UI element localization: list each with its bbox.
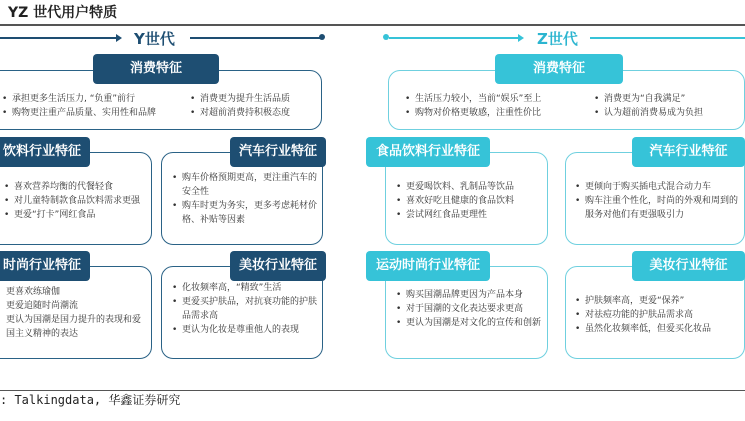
y-auto-list: [172, 171, 318, 227]
z-beauty-header: 美妆行业特征: [632, 251, 745, 281]
list-item: • 对超前消费持积极态度: [190, 106, 320, 120]
list-item: • 对祛痘功能的护肤品需求高: [575, 308, 742, 322]
y-gen-arrow-icon: [116, 34, 122, 42]
y-food-list: [4, 180, 149, 222]
z-sports-header: 运动时尚行业特征: [366, 251, 490, 281]
z-beauty-list: [575, 294, 742, 336]
z-gen-arrow-icon: [518, 34, 524, 42]
list-item: • 更爱“打卡”网红食品: [4, 208, 149, 222]
list-item: • 生活压力较小，当前“娱乐”至上: [405, 92, 585, 106]
list-item: • 更认为化妆是尊重他人的表现: [172, 323, 318, 337]
list-item: • 护肤频率高，更爱“保养”: [575, 294, 742, 308]
z-consumer-header: 消费特征: [495, 54, 623, 84]
y-gen-dot-icon: [319, 34, 325, 40]
list-item: • 消费更为“自我满足”: [594, 92, 734, 106]
list-item: • 消费更为提升生活品质: [190, 92, 320, 106]
list-item: • 更爱买护肤品，对抗衰功能的护肤品需求高: [172, 295, 318, 323]
y-consumer-header: 消费特征: [93, 54, 219, 84]
z-auto-header: 汽车行业特征: [632, 137, 745, 167]
list-item: • 喜欢好吃且健康的食品饮料: [396, 194, 544, 208]
source-note: : Talkingdata, 华鑫证券研究: [0, 393, 181, 407]
z-gen-label: Z世代: [537, 30, 578, 48]
list-item: • 购车注重个性化，时尚的外观和周到的服务对他们有更强吸引力: [575, 194, 742, 222]
list-item: • 化妆频率高，“精致”生活: [172, 281, 318, 295]
y-consumer-list-1: [2, 92, 182, 120]
z-consumer-list-1: [405, 92, 585, 120]
z-consumer-list-2: [594, 92, 734, 120]
list-item: • 购物对价格更敏感，注重性价比: [405, 106, 585, 120]
y-gen-line-right: [190, 37, 320, 39]
list-item: • 更爱喝饮料、乳制品等饮品: [396, 180, 544, 194]
y-food-header: 饮料行业特征: [0, 137, 90, 167]
z-sports-list: [396, 288, 544, 330]
list-item: • 对儿童特制款食品饮料需求更强: [4, 194, 149, 208]
title-rule: [0, 24, 745, 26]
list-item: • 承担更多生活压力, “负重”前行: [2, 92, 182, 106]
y-sports-header: 时尚行业特征: [0, 251, 90, 281]
y-consumer-list-2: [190, 92, 320, 120]
list-item: • 认为超前消费易成为负担: [594, 106, 734, 120]
z-food-header: 食品饮料行业特征: [366, 137, 490, 167]
page-title: YZ 世代用户特质: [8, 5, 118, 21]
y-beauty-header: 美妆行业特征: [230, 251, 326, 281]
z-gen-line-left: [389, 37, 520, 39]
list-item: • 购车时更为务实，更多考虑耗材价格、补贴等因素: [172, 199, 318, 227]
y-sports-list: [0, 285, 146, 341]
list-item: • 对于国潮的文化表达要求更高: [396, 302, 544, 316]
list-item: • 购买国潮品牌更因为产品本身: [396, 288, 544, 302]
z-food-list: [396, 180, 544, 222]
z-auto-list: [575, 180, 742, 222]
list-item: • 更爱追随时尚潮流: [0, 299, 146, 313]
z-gen-line-right: [590, 37, 745, 39]
y-auto-header: 汽车行业特征: [230, 137, 326, 167]
list-item: • 尝试网红食品更理性: [396, 208, 544, 222]
list-item: • 更认为国潮是国力提升的表现和爱国主义精神的表达: [0, 313, 146, 341]
list-item: • 更认为国潮是对文化的宣传和创新: [396, 316, 544, 330]
list-item: • 更喜欢练瑜伽: [0, 285, 146, 299]
list-item: • 购物更注重产品质量、实用性和品牌: [2, 106, 182, 120]
list-item: • 更倾向于购买插电式混合动力车: [575, 180, 742, 194]
list-item: • 虽然化妆频率低，但爱买化妆品: [575, 322, 742, 336]
list-item: • 购车价格预期更高，更注重汽车的安全性: [172, 171, 318, 199]
list-item: • 喜欢营养均衡的代餐轻食: [4, 180, 149, 194]
y-gen-label: Y世代: [134, 30, 175, 48]
y-beauty-list: [172, 281, 318, 337]
y-gen-line-left: [0, 37, 118, 39]
